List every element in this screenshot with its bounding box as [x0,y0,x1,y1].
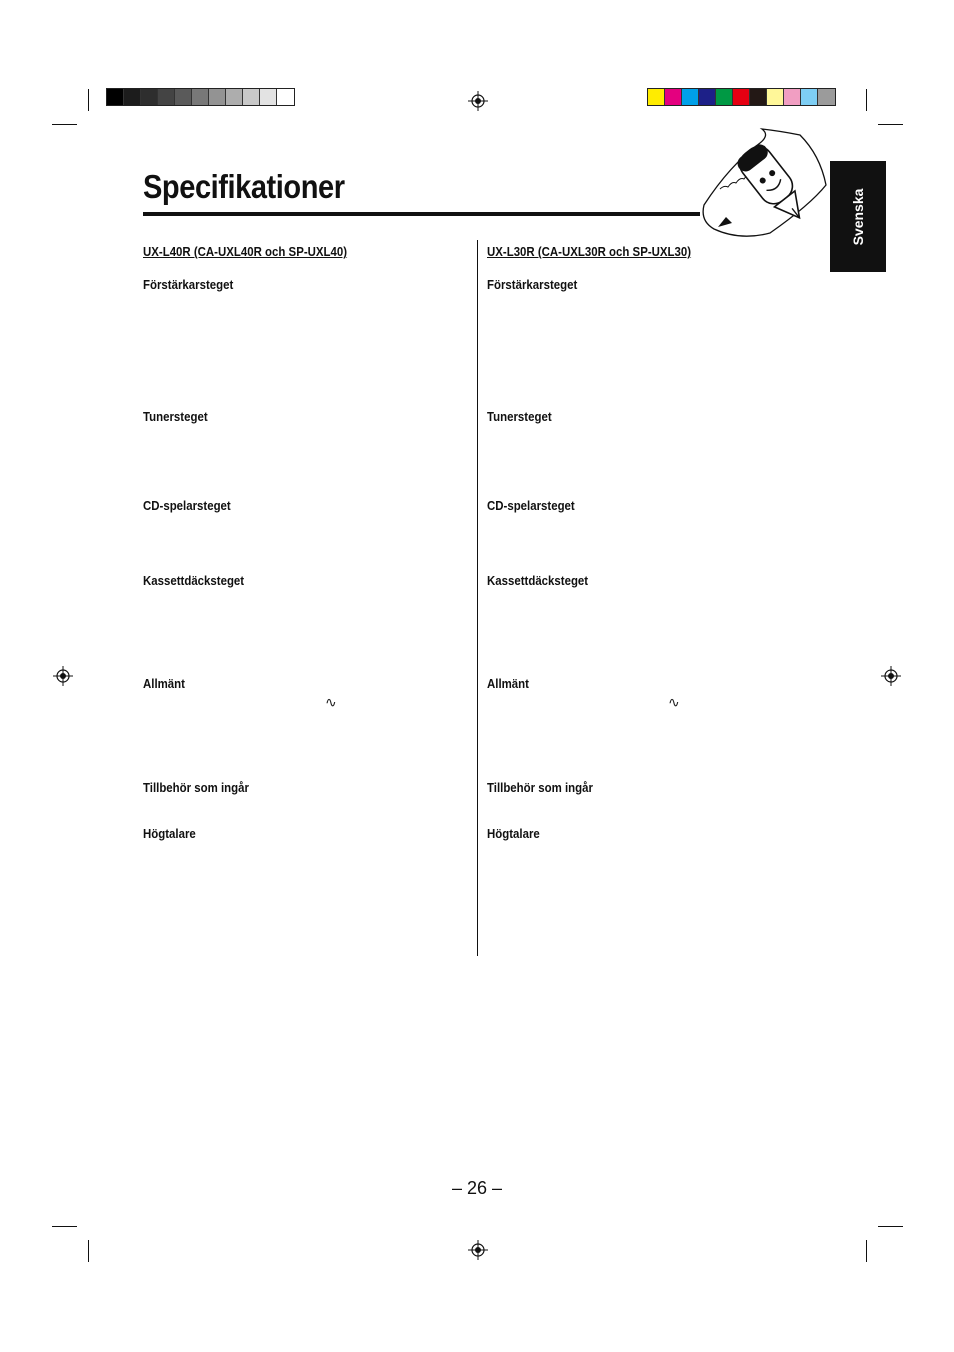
right-tuner-heading: Tunersteget [487,409,552,424]
right-speakers-heading: Högtalare [487,826,540,841]
language-tab [830,161,886,272]
right-accessories-heading: Tillbehör som ingår [487,780,593,795]
grayscale-swatch [175,89,192,105]
right-cassette-heading: Kassettdäcksteget [487,573,589,588]
registration-mark-icon [468,91,488,111]
trim-mark [88,89,89,111]
left-amplifier-heading: Förstärkarsteget [143,277,234,292]
right-ac-symbol-icon: ∿ [668,694,680,710]
grayscale-swatch [243,89,260,105]
trim-mark [866,89,867,111]
trim-mark [52,124,77,125]
process-color-swatch [699,89,716,105]
process-color-swatch [750,89,767,105]
process-color-swatch [801,89,818,105]
process-color-swatch [648,89,665,105]
registration-mark-icon [881,666,901,686]
left-cd-heading: CD-spelarsteget [143,498,231,513]
column-divider [477,240,478,956]
process-color-swatch [733,89,750,105]
trim-mark [878,1226,903,1227]
right-general-heading: Allmänt [487,676,529,691]
grayscale-swatch [277,89,294,105]
right-amplifier-heading: Förstärkarsteget [487,277,578,292]
grayscale-swatch [260,89,277,105]
left-accessories-heading: Tillbehör som ingår [143,780,249,795]
grayscale-swatch [107,89,124,105]
process-color-swatch [784,89,801,105]
registration-mark-icon [53,666,73,686]
title-rule [143,212,700,216]
trim-mark [88,1240,89,1262]
left-ac-symbol-icon: ∿ [325,694,337,710]
page-title: Specifikationer [143,168,345,205]
right-cd-heading: CD-spelarsteget [487,498,575,513]
process-color-bar [647,88,836,106]
pen-mascot-illustration-icon [700,125,830,245]
process-color-swatch [818,89,835,105]
grayscale-swatch [158,89,175,105]
grayscale-swatch [124,89,141,105]
registration-mark-icon [468,1240,488,1260]
grayscale-swatch [226,89,243,105]
left-cassette-heading: Kassettdäcksteget [143,573,245,588]
grayscale-swatch [141,89,158,105]
language-tab-label: Svenska [850,188,866,245]
process-color-swatch [665,89,682,105]
process-color-swatch [767,89,784,105]
page-number: – 26 – [451,1178,503,1198]
left-speakers-heading: Högtalare [143,826,196,841]
left-general-heading: Allmänt [143,676,185,691]
grayscale-swatch [209,89,226,105]
trim-mark [866,1240,867,1262]
left-model-heading: UX-L40R (CA-UXL40R och SP-UXL40) [143,244,348,259]
process-color-swatch [716,89,733,105]
process-color-swatch [682,89,699,105]
trim-mark [878,124,903,125]
grayscale-swatch [192,89,209,105]
right-model-heading: UX-L30R (CA-UXL30R och SP-UXL30) [487,244,692,259]
trim-mark [52,1226,77,1227]
grayscale-color-bar [106,88,295,106]
left-tuner-heading: Tunersteget [143,409,208,424]
